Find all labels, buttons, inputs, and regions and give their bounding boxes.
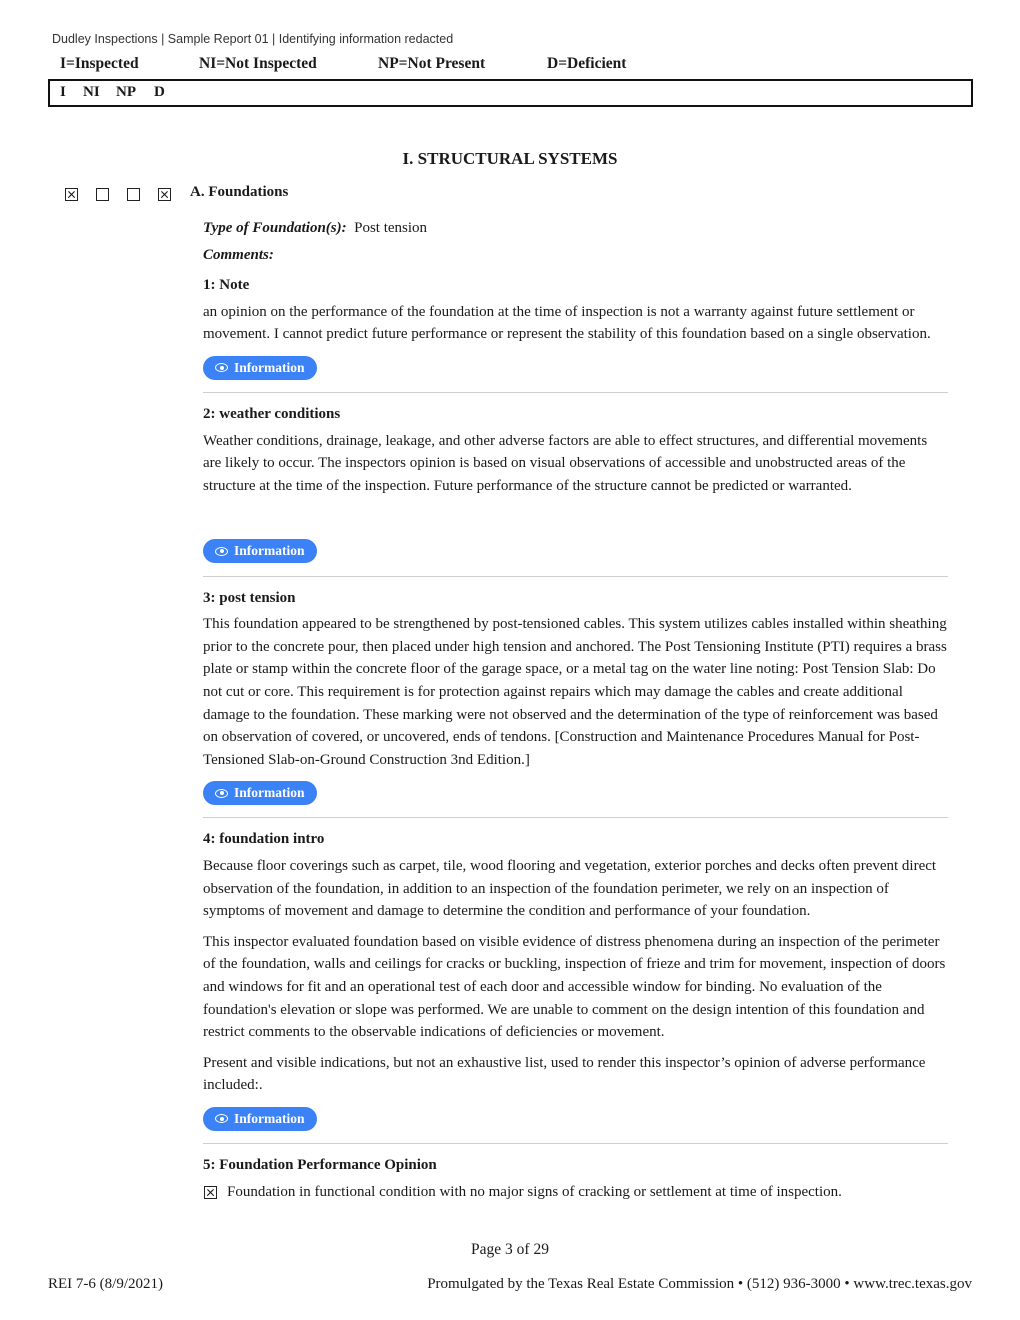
badge-label: Information bbox=[234, 785, 305, 801]
eye-icon bbox=[215, 789, 228, 798]
divider bbox=[203, 576, 948, 577]
comment-title: 4: foundation intro bbox=[203, 831, 325, 848]
information-badge bbox=[203, 539, 317, 563]
col-d-label: D bbox=[154, 84, 165, 100]
badge-label: Information bbox=[234, 543, 305, 559]
comment-text: Weather conditions, drainage, leakage, and other adverse factors are able to effect structures, and differential movements are likely to occur. The inspectors opinion is based on visual observations of accessible and unobstructed areas of the structure at the time of the inspection. Future performance of the structure cannot be predicted or warranted. bbox=[203, 432, 928, 494]
comment-text: Present and visible indications, but not an exhaustive list, used to render this inspector’s opinion of adverse performance included:. bbox=[203, 1054, 926, 1094]
foundation-type bbox=[203, 217, 948, 240]
eye-icon bbox=[215, 1114, 228, 1123]
information-badge bbox=[203, 781, 317, 805]
opinion-checkbox[interactable] bbox=[204, 1186, 217, 1199]
foundation-content bbox=[203, 217, 948, 1203]
comment-text: This inspector evaluated foundation based on visible evidence of distress phenomena during an inspection of the perimeter of the foundation, walls and ceilings for cracks or buckling, inspection of frieze and trim for movement, inspection of doors and windows for fit and an operational test of each door and accessible window for binding. No evaluation of the foundation's elevation or slope was performed. We are unable to comment on the design intention of this foundation and restrict comments to the observable indications of deficiencies or movement. bbox=[203, 933, 946, 1041]
col-i-label: I bbox=[60, 84, 66, 100]
item-title: A. Foundations bbox=[190, 184, 289, 200]
legend-inspected: I=Inspected bbox=[60, 55, 139, 72]
report-header: Dudley Inspections | Sample Report 01 | Identifying information redacted bbox=[52, 32, 454, 46]
foundation-type-label: Type of Foundation(s): bbox=[203, 220, 347, 236]
eye-icon bbox=[215, 363, 228, 372]
badge-label: Information bbox=[234, 1110, 305, 1126]
badge-label: Information bbox=[234, 359, 305, 375]
opinion-option[interactable] bbox=[203, 1181, 948, 1204]
foundation-type-value: Post tension bbox=[354, 220, 428, 236]
checkbox-inspected[interactable] bbox=[65, 188, 78, 201]
col-np-label: NP bbox=[116, 84, 136, 100]
divider bbox=[203, 392, 948, 393]
eye-icon bbox=[215, 547, 228, 556]
comment-title: 2: weather conditions bbox=[203, 406, 341, 423]
comment-text: This foundation appeared to be strengthened by post-tensioned cables. This system utilizes cables installed within sheathing prior to the concrete pour, then placed under high tension and anchored. The Post Tensioning Institute (PTI) requires a brass plate or stamp within the concrete floor of the garage space, or a metal tag on the water line noting: Post Tension Slab: Do not cut or core. This requirement is for protection against repairs which may damage the cables and create additional damage to the foundation. These marking were not observed and the determination of the type of reinforcement was based on observation of covered, or uncovered, ends of tendons. [Construction and Maintenance Procedures Manual for Post-Tensioned Slab-on-Ground Construction 3nd Edition.] bbox=[203, 616, 947, 768]
section-title: I. STRUCTURAL SYSTEMS bbox=[402, 149, 618, 168]
form-id: REI 7-6 (8/9/2021) bbox=[48, 1276, 163, 1292]
comment-title: 3: post tension bbox=[203, 589, 296, 606]
comment-text: an opinion on the performance of the foundation at the time of inspection is not a warranty against future settlement or movement. I cannot predict future performance or represent the stability of this foundation based on a single observation. bbox=[203, 303, 931, 343]
comment-text: Because floor coverings such as carpet, tile, wood flooring and vegetation, exterior porches and decks often prevent direct observation of the foundation, in addition to an inspection of the foundation perimeter, we rely on an inspection of symptoms of movement and damage to determine the condition and performance of your foundation. bbox=[203, 857, 937, 920]
opinion-option-text: Foundation in functional condition with no major signs of cracking or settlement at time of inspection. bbox=[227, 1183, 842, 1200]
information-badge bbox=[203, 356, 317, 380]
information-badge bbox=[203, 1107, 317, 1131]
promulgation-notice: Promulgated by the Texas Real Estate Commission • (512) 936-3000 • www.trec.texas.gov bbox=[427, 1276, 972, 1292]
legend-not-present: NP=Not Present bbox=[378, 55, 486, 72]
column-header-box bbox=[48, 79, 973, 107]
page-number: Page 3 of 29 bbox=[471, 1241, 549, 1258]
checkbox-deficient[interactable] bbox=[158, 188, 171, 201]
divider bbox=[203, 1143, 948, 1144]
checkbox-not-inspected[interactable] bbox=[96, 188, 109, 201]
comment-title: 5: Foundation Performance Opinion bbox=[203, 1157, 437, 1173]
comment-title: 1: Note bbox=[203, 277, 250, 294]
legend-not-inspected: NI=Not Inspected bbox=[199, 55, 317, 72]
divider bbox=[203, 817, 948, 818]
comments-label: Comments: bbox=[203, 246, 274, 263]
legend-deficient: D=Deficient bbox=[547, 55, 627, 72]
col-ni-label: NI bbox=[83, 84, 100, 100]
checkbox-not-present[interactable] bbox=[127, 188, 140, 201]
